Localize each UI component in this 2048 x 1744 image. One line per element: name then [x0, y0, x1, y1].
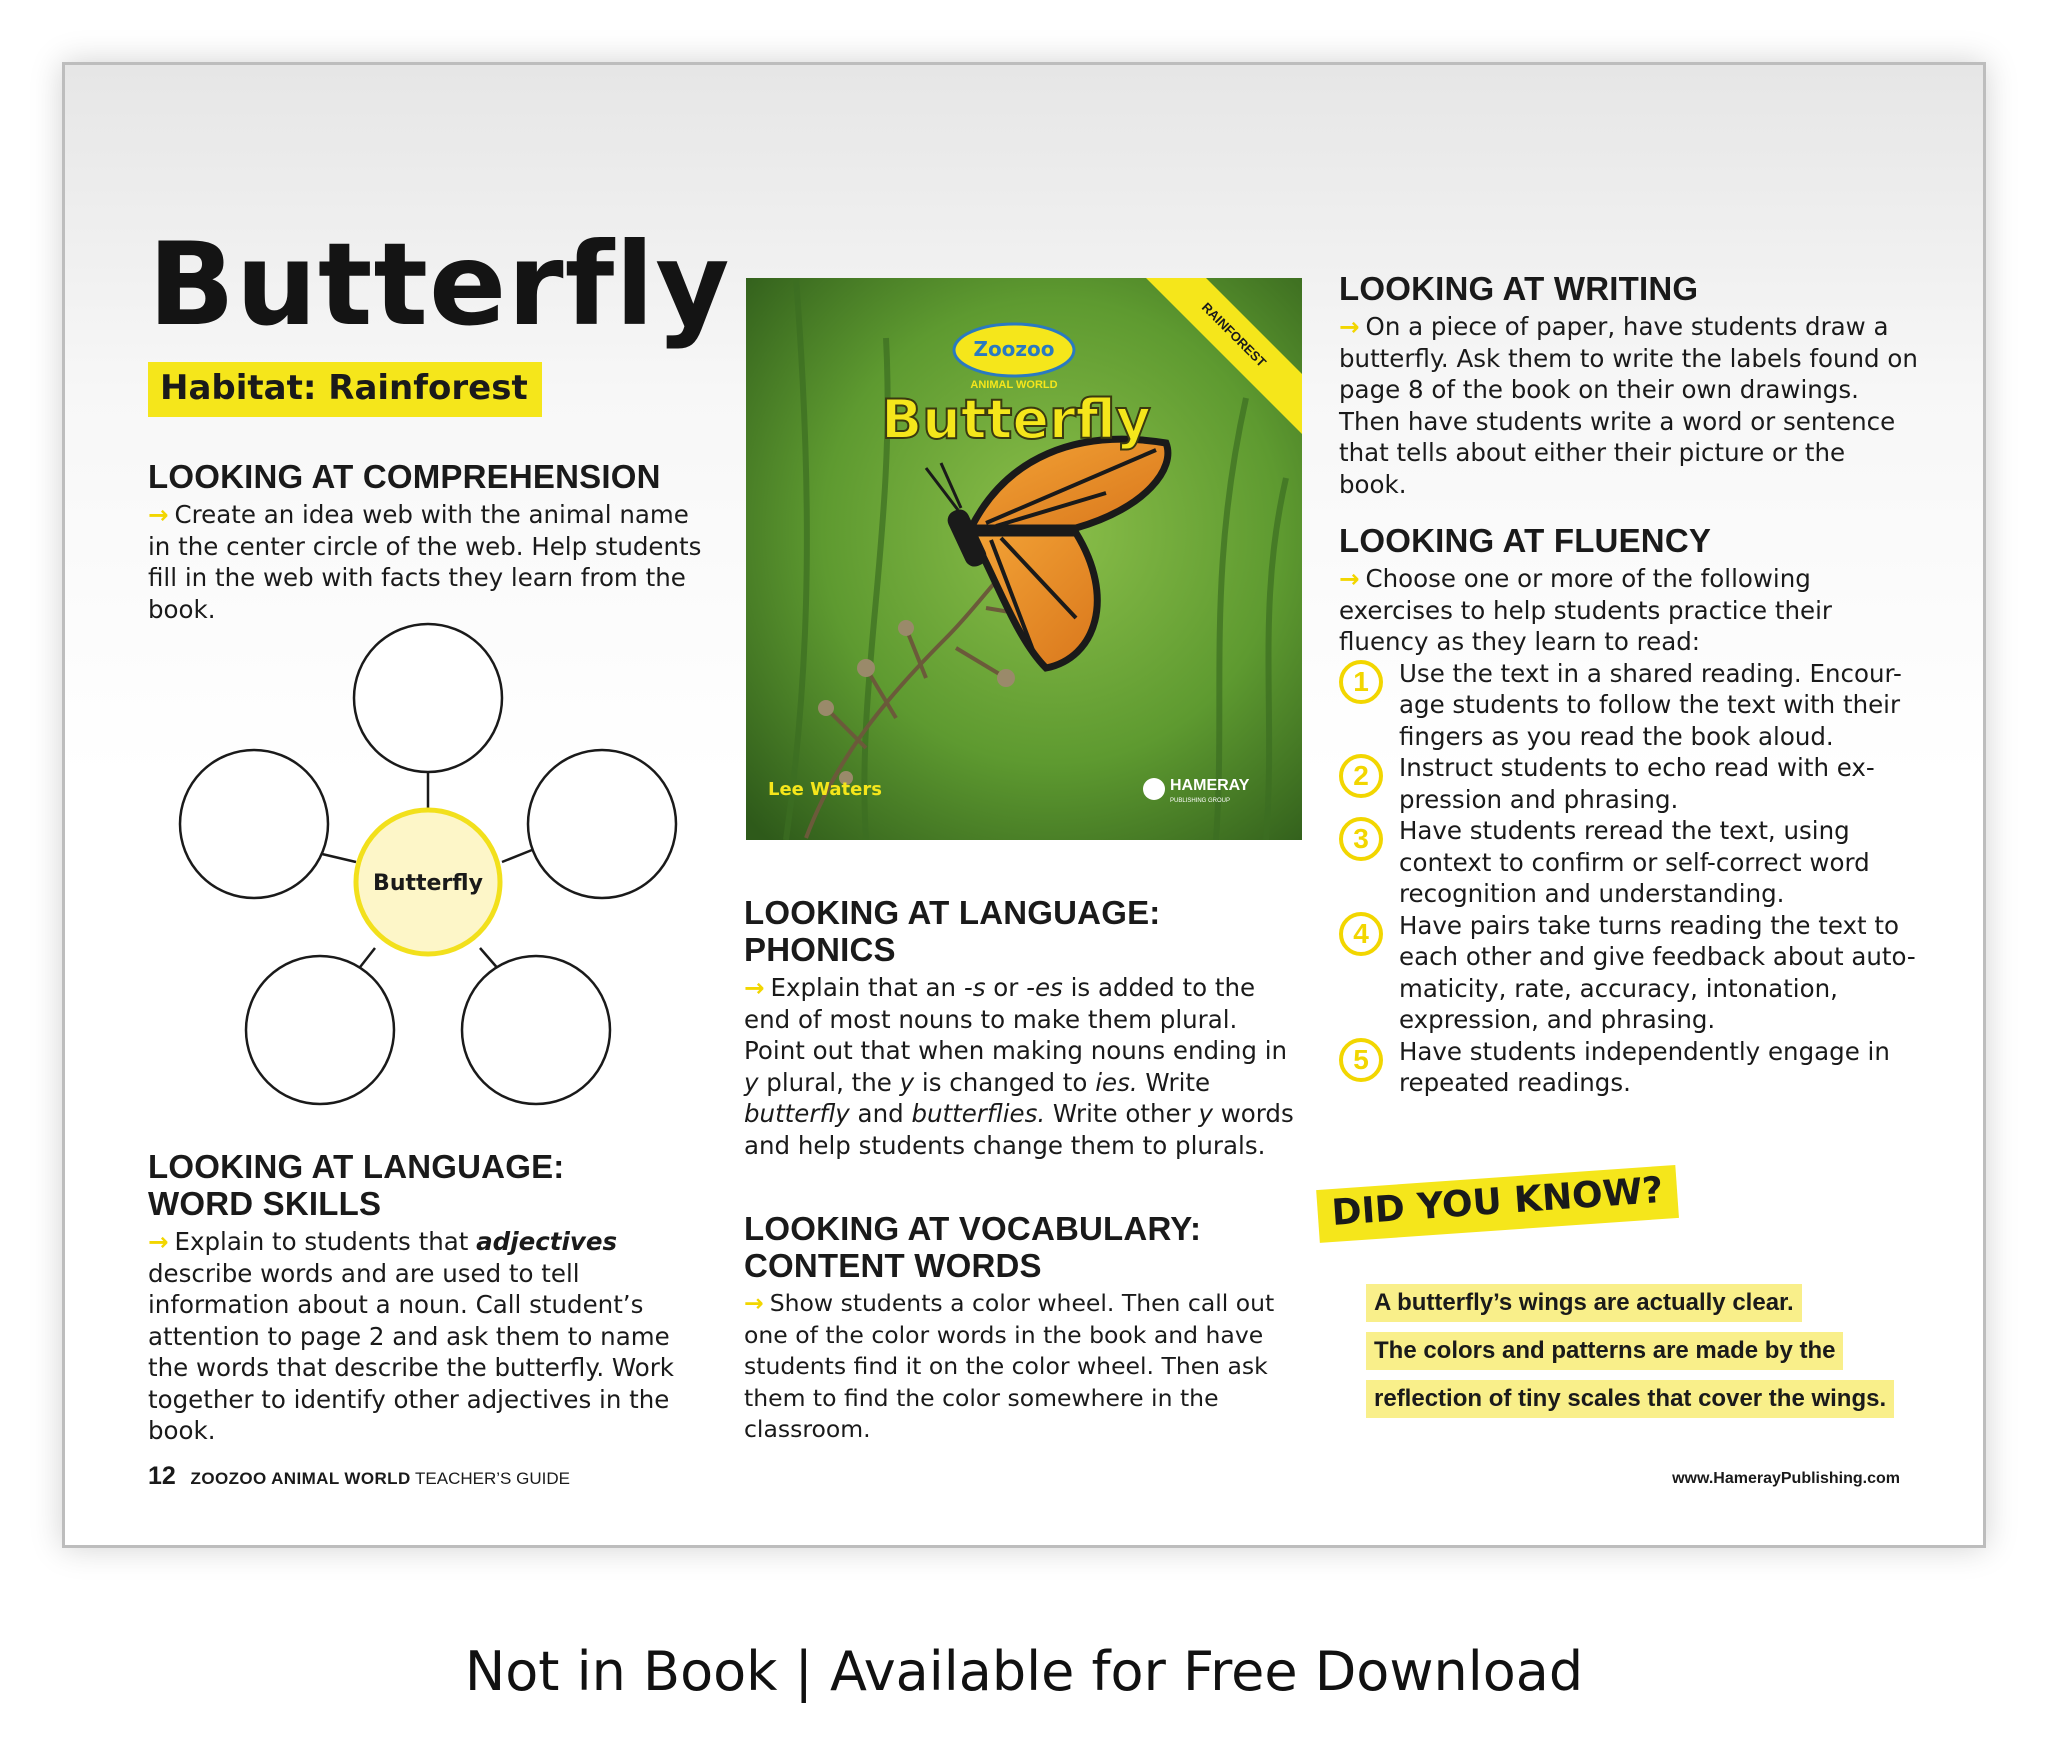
- did-you-know-box: [1366, 1284, 1926, 1418]
- page-footer: [148, 1462, 570, 1491]
- vocabulary-heading-1: LOOKING AT VOCABULARY:: [744, 1210, 1202, 1247]
- web-circle-left: [180, 750, 328, 898]
- page-title: Butterfly: [148, 218, 731, 351]
- fluency-item: 4 Have pairs take turns reading the text to each other and give feedback about auto-maticity, rate, accuracy, intonation, expression, and phrasing.: [1339, 910, 1919, 1036]
- phonics-heading-2: PHONICS: [744, 931, 896, 968]
- number-circle-icon: 4: [1339, 912, 1383, 956]
- fact-line: A butterfly’s wings are actually clear.: [1366, 1284, 1802, 1322]
- footer-guide: TEACHER’S GUIDE: [415, 1469, 570, 1488]
- fluency-heading: LOOKING AT FLUENCY: [1339, 522, 1712, 559]
- page-number: 12: [148, 1462, 176, 1490]
- web-circle-bottom-left: [246, 956, 394, 1104]
- comprehension-section: [148, 458, 708, 625]
- cover-publisher-sub: PUBLISHING GROUP: [1170, 798, 1231, 804]
- phonics-heading-1: LOOKING AT LANGUAGE:: [744, 894, 1161, 931]
- cover-publisher: HAMERAY: [1170, 777, 1250, 794]
- vocabulary-text: → Show students a color wheel. Then call out one of the color words in the book and have students find it on the color wheel. Then ask them to find the color somewhere in the classroom.: [744, 1289, 1275, 1443]
- web-circle-bottom-right: [462, 956, 610, 1104]
- fluency-list: [1339, 658, 1919, 1099]
- arrow-icon: →: [744, 1289, 764, 1317]
- number-circle-icon: 2: [1339, 754, 1383, 798]
- word-skills-section: [148, 1148, 708, 1447]
- arrow-icon: →: [744, 973, 765, 1002]
- cover-author: Lee Waters: [768, 779, 882, 800]
- arrow-icon: →: [148, 500, 169, 529]
- writing-text: → On a piece of paper, have students draw a butterfly. Ask them to write the labels found on page 8 of the book on their own drawings. Then have students write a word or sentence that tells about either their picture or the book.: [1339, 312, 1918, 499]
- fluency-item: 5 Have students independently engage in repeated readings.: [1339, 1036, 1919, 1099]
- idea-web-diagram: [170, 618, 690, 1118]
- publisher-url: www.HamerayPublishing.com: [1672, 1470, 1900, 1487]
- book-cover-image: [746, 278, 1302, 840]
- fluency-intro: → Choose one or more of the following exercises to help students practice their fluency as they learn to read:: [1339, 564, 1832, 656]
- fact-line: reflection of tiny scales that cover the wings.: [1366, 1380, 1894, 1418]
- web-circle-top: [354, 624, 502, 772]
- did-you-know-heading: DID YOU KNOW?: [1316, 1165, 1679, 1243]
- web-circle-right: [528, 750, 676, 898]
- phonics-section: [744, 894, 1304, 1161]
- web-center-label: Butterfly: [373, 871, 483, 896]
- comprehension-text: → Create an idea web with the animal name in the center circle of the web. Help students fill in the web with facts they learn from the book.: [148, 500, 702, 624]
- arrow-icon: →: [1339, 312, 1360, 341]
- writing-section: [1339, 270, 1919, 500]
- cover-ribbon: RAINFOREST: [1198, 299, 1270, 370]
- vocabulary-section: [744, 1210, 1314, 1446]
- number-circle-icon: 5: [1339, 1038, 1383, 1082]
- arrow-icon: →: [148, 1227, 169, 1256]
- vocabulary-heading-2: CONTENT WORDS: [744, 1247, 1042, 1284]
- writing-heading: LOOKING AT WRITING: [1339, 270, 1699, 307]
- word-skills-text: → Explain to students that adjectives describe words and are used to tell information about a noun. Call student’s attention to page 2 and ask them to name the words that describe the butterfly. Work together to identify other adjectives in the book.: [148, 1227, 674, 1445]
- number-circle-icon: 3: [1339, 817, 1383, 861]
- word-skills-heading-2: WORD SKILLS: [148, 1185, 382, 1222]
- publisher-logo-icon: [1143, 778, 1165, 800]
- habitat-label: Habitat: Rainforest: [148, 362, 542, 417]
- cover-series-sub: ANIMAL WORLD: [970, 379, 1058, 391]
- word-skills-heading-1: LOOKING AT LANGUAGE:: [148, 1148, 565, 1185]
- fluency-item: 1 Use the text in a shared reading. Encour-age students to follow the text with their fingers as you read the book aloud.: [1339, 658, 1919, 753]
- footer-brand: ZOOZOO ANIMAL WORLD: [190, 1469, 411, 1488]
- number-circle-icon: 1: [1339, 660, 1383, 704]
- cover-title: Butterfly: [881, 388, 1151, 451]
- comprehension-heading: LOOKING AT COMPREHENSION: [148, 458, 661, 495]
- series-logo: [954, 324, 1074, 391]
- fluency-item: 2 Instruct students to echo read with ex-pression and phrasing.: [1339, 752, 1919, 815]
- fluency-section: [1339, 522, 1919, 1099]
- cover-series: Zoozoo: [973, 337, 1055, 361]
- fact-line: The colors and patterns are made by the: [1366, 1332, 1843, 1370]
- arrow-icon: →: [1339, 564, 1360, 593]
- download-banner: Not in Book | Available for Free Download: [464, 1640, 1584, 1703]
- fluency-item: 3 Have students reread the text, using context to confirm or self-correct word recognition and understanding.: [1339, 815, 1919, 910]
- phonics-text: → Explain that an -s or -es is added to the end of most nouns to make them plural. Point out that when making nouns ending in y plural, the y is changed to ies. Write butterfly and butterflies. Write other y words and help students change them to plurals.: [744, 973, 1294, 1160]
